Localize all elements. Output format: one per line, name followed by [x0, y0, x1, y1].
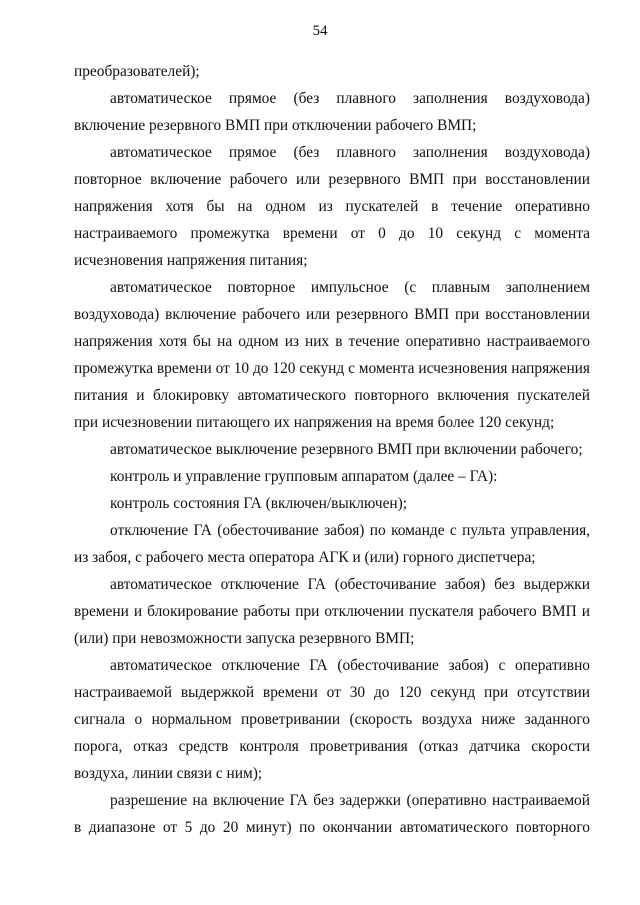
paragraph: преобразователей);	[74, 63, 200, 80]
paragraph: контроль и управление групповым аппаратом (далее – ГА):	[110, 468, 498, 485]
paragraph: отключение ГА (обесточивание забоя) по команде с пульта управления, из забоя, с рабочего места оператора АГК и (или) горного диспетчера;	[74, 522, 590, 566]
paragraph: автоматическое отключение ГА (обесточивание забоя) без выдержки времени и блокирование работы при отключении пускателя рабочего ВМП и (или) при невозможности запуска резервного ВМП;	[74, 576, 590, 647]
document-body	[74, 58, 590, 841]
paragraph: автоматическое прямое (без плавного заполнения воздуховода) повторное включение рабочего или резервного ВМП при восстановлении напряжения хотя бы на одном из пускателей в течение оперативно настраиваемого промежутка времени от 0 до 10 секунд с момента исчезновения напряжения питания;	[74, 144, 590, 269]
paragraph: автоматическое отключение ГА (обесточивание забоя) с оперативно настраиваемой выдержкой времени от 30 до 120 секунд при отсутствии сигнала о нормальном проветривании (скорость воздуха ниже заданного порога, отказ средств контроля проветривания (отказ датчика скорости воздуха, линии связи с ним);	[74, 657, 590, 782]
paragraph: автоматическое выключение резервного ВМП при включении рабочего;	[110, 441, 583, 458]
paragraph: разрешение на включение ГА без задержки (оперативно настраиваемой в диапазоне от 5 до 20 минут) по окончании автоматического повторного	[74, 792, 590, 836]
paragraph: автоматическое прямое (без плавного заполнения воздуховода) включение резервного ВМП при отключении рабочего ВМП;	[74, 90, 590, 134]
paragraph: контроль состояния ГА (включен/выключен);	[110, 495, 408, 512]
page-number: 54	[312, 23, 328, 39]
paragraph: автоматическое повторное импульсное (с плавным заполнением воздуховода) включение рабочего или резервного ВМП при восстановлении напряжения хотя бы на одном из них в течение оперативно настраиваемого промежутка времени от 10 до 120 секунд с момента исчезновения напряжения питания и блокировку автоматического повторного включения пускателей при исчезновении питающего их напряжения на время более 120 секунд;	[74, 279, 590, 431]
